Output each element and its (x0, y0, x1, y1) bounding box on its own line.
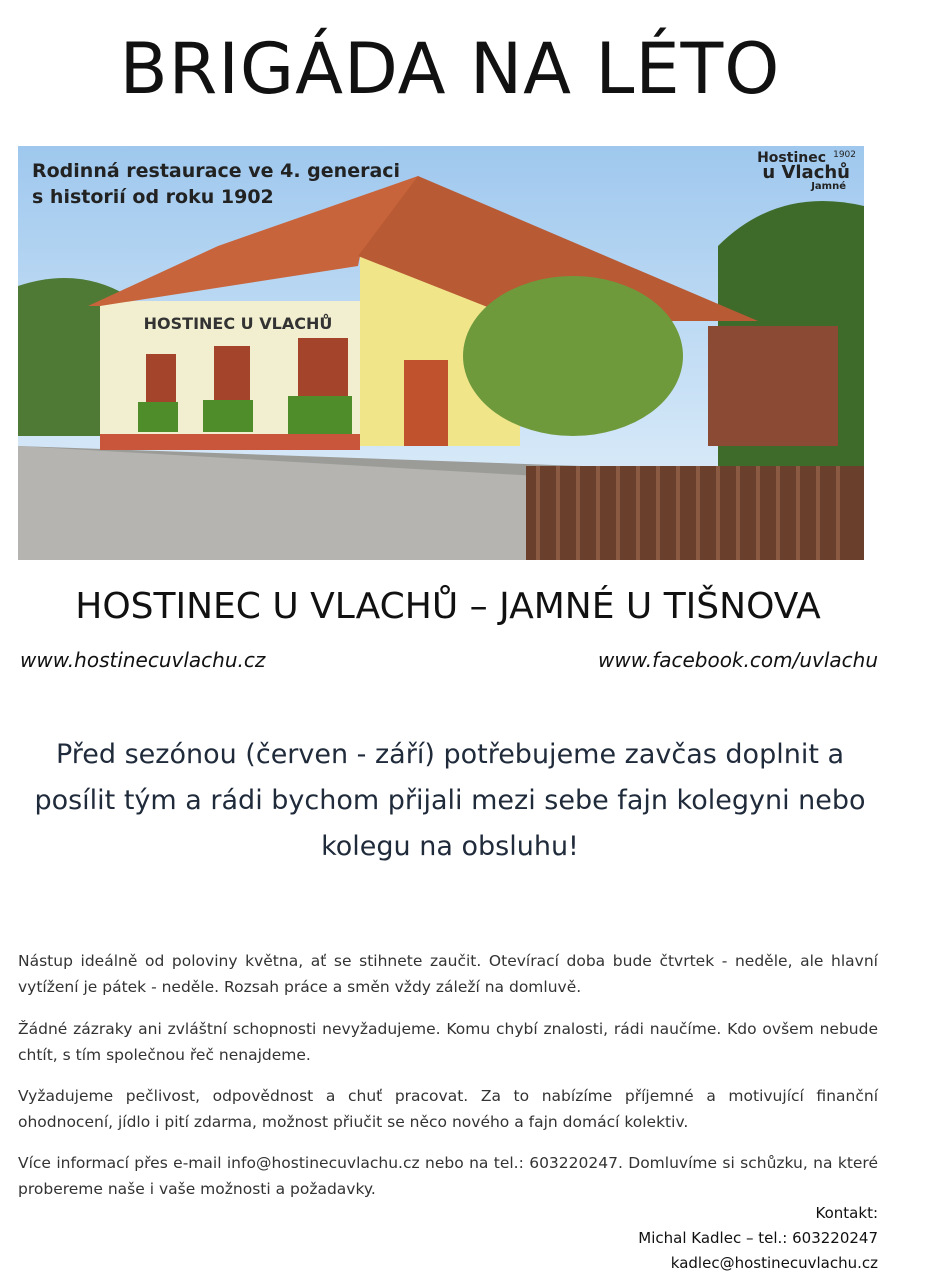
contact-block (638, 1201, 878, 1276)
photo-caption-line-1: Rodinná restaurace ve 4. generaci (32, 160, 401, 182)
restaurant-name-heading: HOSTINEC U VLACHŮ – JAMNÉ U TIŠNOVA (75, 586, 821, 627)
contact-person: Michal Kadlec – tel.: 603220247 (638, 1229, 878, 1247)
paragraph-offer: Vyžadujeme pečlivost, odpovědnost a chuť pracovat. Za to nabízíme příjemné a motivující finanční ohodnocení, jídlo i pití zdarma, možnost přiučit se něco nového a fajn domácí kolektiv. (18, 1086, 878, 1131)
logo-year: 1902 (833, 150, 856, 160)
contact-label: Kontakt: (815, 1204, 878, 1222)
page-title: BRIGÁDA NA LÉTO (119, 28, 781, 110)
facebook-link[interactable]: www.facebook.com/uvlachu (598, 648, 878, 672)
photo-caption (32, 158, 400, 210)
logo-line-2: u Vlachů (762, 162, 850, 183)
contact-email[interactable]: kadlec@hostinecuvlachu.cz (670, 1254, 878, 1272)
restaurant-photo (18, 146, 864, 560)
paragraph-more-info: Více informací přes e-mail info@hostinecuvlachu.cz nebo na tel.: 603220247. Domluvíme si schůzku, na které probereme naše i vaše možnosti a požadavky. (18, 1153, 878, 1198)
photo-caption-line-2: s historií od roku 1902 (32, 186, 274, 208)
building-sign: HOSTINEC U VLACHŮ (143, 314, 333, 333)
logo-line-3: Jamné (811, 181, 846, 192)
paragraph-start-date: Nástup ideálně od poloviny května, ať se stihnete zaučit. Otevírací doba bude čtvrtek - neděle, ale hlavní vytížení je pátek - neděle. Rozsah práce a směn vždy záleží na domluvě. (18, 951, 878, 996)
restaurant-logo (726, 150, 856, 192)
website-link[interactable]: www.hostinecuvlachu.cz (20, 648, 266, 672)
intro-text: Před sezónou (červen - září) potřebujeme zavčas doplnit a posílit tým a rádi bychom přijali mezi sebe fajn kolegyni nebo kolegu na obsluhu! (34, 739, 866, 862)
logo-line-1: Hostinec (757, 150, 826, 166)
paragraph-requirements: Žádné zázraky ani zvláštní schopnosti nevyžadujeme. Komu chybí znalosti, rádi naučíme. Kdo ovšem nebude chtít, s tím společnou řeč nenajdeme. (18, 1019, 878, 1064)
